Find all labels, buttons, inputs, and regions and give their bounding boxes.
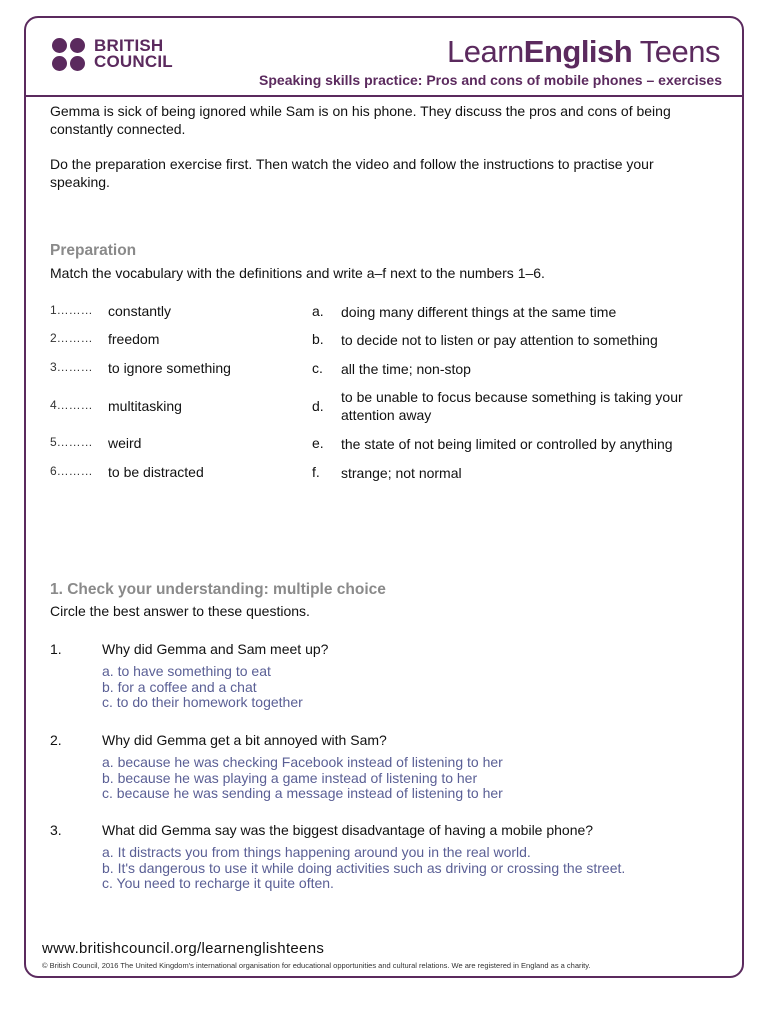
definition-text: the state of not being limited or controlled by anything: [341, 436, 673, 452]
question-number: 3.: [50, 822, 62, 838]
answer-blank[interactable]: 2………: [50, 331, 93, 345]
answer-blank[interactable]: 3………: [50, 360, 93, 374]
intro-paragraph: Gemma is sick of being ignored while Sam is on his phone. They discuss the pros and cons of being constantly connected.: [50, 103, 671, 137]
answer-option[interactable]: a. because he was checking Facebook instead of listening to her: [102, 754, 503, 770]
answer-blank[interactable]: 4………: [50, 398, 93, 412]
vocab-row: [50, 303, 710, 325]
vocab-word: multitasking: [108, 398, 182, 414]
answer-blank[interactable]: 1………: [50, 303, 93, 317]
definition-letter: b.: [312, 331, 324, 347]
vocab-row: [50, 388, 710, 426]
question-1-options: [102, 664, 303, 711]
answer-option[interactable]: a. It distracts you from things happening around you in the real world.: [102, 844, 531, 860]
brand-name: BRITISH COUNCIL: [94, 36, 173, 71]
definition-letter: c.: [312, 360, 323, 376]
definition-letter: f.: [312, 464, 320, 480]
answer-blank[interactable]: 6………: [50, 464, 93, 478]
definition-text: to be unable to focus because something is taking your attention away: [341, 389, 683, 423]
vocab-word: constantly: [108, 303, 172, 319]
vocab-row: [50, 360, 710, 382]
definition-letter: d.: [312, 398, 324, 414]
vocab-word: to ignore something: [108, 360, 231, 376]
answer-option[interactable]: c. to do their homework together: [102, 694, 303, 710]
answer-option[interactable]: c. because he was sending a message instead of listening to her: [102, 785, 503, 801]
definition-text: to decide not to listen or pay attention to something: [341, 332, 658, 348]
instructions-paragraph: Do the preparation exercise first. Then watch the video and follow the instructions to practise your speaking.: [50, 156, 654, 190]
check-instruction: Circle the best answer to these questions.: [50, 603, 310, 619]
header-divider: [24, 95, 744, 97]
preparation-heading: Preparation: [50, 242, 137, 259]
answer-option[interactable]: b. because he was playing a game instead of listening to her: [102, 769, 478, 786]
question-text: Why did Gemma get a bit annoyed with Sam?: [102, 732, 387, 748]
answer-option[interactable]: a. to have something to eat: [102, 663, 271, 679]
vocab-word: freedom: [108, 331, 160, 347]
question-number: 2.: [50, 732, 62, 748]
answer-blank[interactable]: 5………: [50, 435, 93, 449]
question-2-options: [102, 755, 503, 802]
definition-text: all the time; non-stop: [341, 361, 471, 377]
vocab-row: [50, 435, 710, 457]
answer-option[interactable]: c. You need to recharge it quite often.: [102, 875, 334, 891]
question-3-options: [102, 845, 625, 892]
definition-letter: a.: [312, 303, 324, 319]
vocab-word: to be distracted: [108, 464, 204, 480]
worksheet-subtitle: Speaking skills practice: Pros and cons of mobile phones – exercises: [259, 72, 722, 88]
question-text: Why did Gemma and Sam meet up?: [102, 641, 329, 657]
footer-copyright: © British Council, 2016 The United Kingdom's international organisation for educational opportunities and cultural relations. We are registered in England as a charity.: [42, 961, 591, 970]
definition-text: doing many different things at the same time: [341, 304, 617, 320]
answer-option[interactable]: b. It's dangerous to use it while doing activities such as driving or crossing the street.: [102, 859, 626, 876]
check-understanding-heading: 1. Check your understanding: multiple choice: [50, 581, 386, 598]
vocab-word: weird: [108, 435, 142, 451]
definition-letter: e.: [312, 435, 324, 451]
vocab-row: [50, 331, 710, 353]
question-number: 1.: [50, 641, 62, 657]
question-text: What did Gemma say was the biggest disadvantage of having a mobile phone?: [102, 822, 594, 838]
vocab-row: [50, 464, 710, 486]
preparation-instruction: Match the vocabulary with the definitions and write a–f next to the numbers 1–6.: [50, 265, 545, 281]
site-title: LearnEnglish Teens: [446, 34, 720, 69]
footer-url-link[interactable]: www.britishcouncil.org/learnenglishteens: [42, 940, 325, 957]
answer-option[interactable]: b. for a coffee and a chat: [102, 678, 257, 695]
british-council-logo-icon: [52, 38, 88, 72]
definition-text: strange; not normal: [341, 465, 462, 481]
